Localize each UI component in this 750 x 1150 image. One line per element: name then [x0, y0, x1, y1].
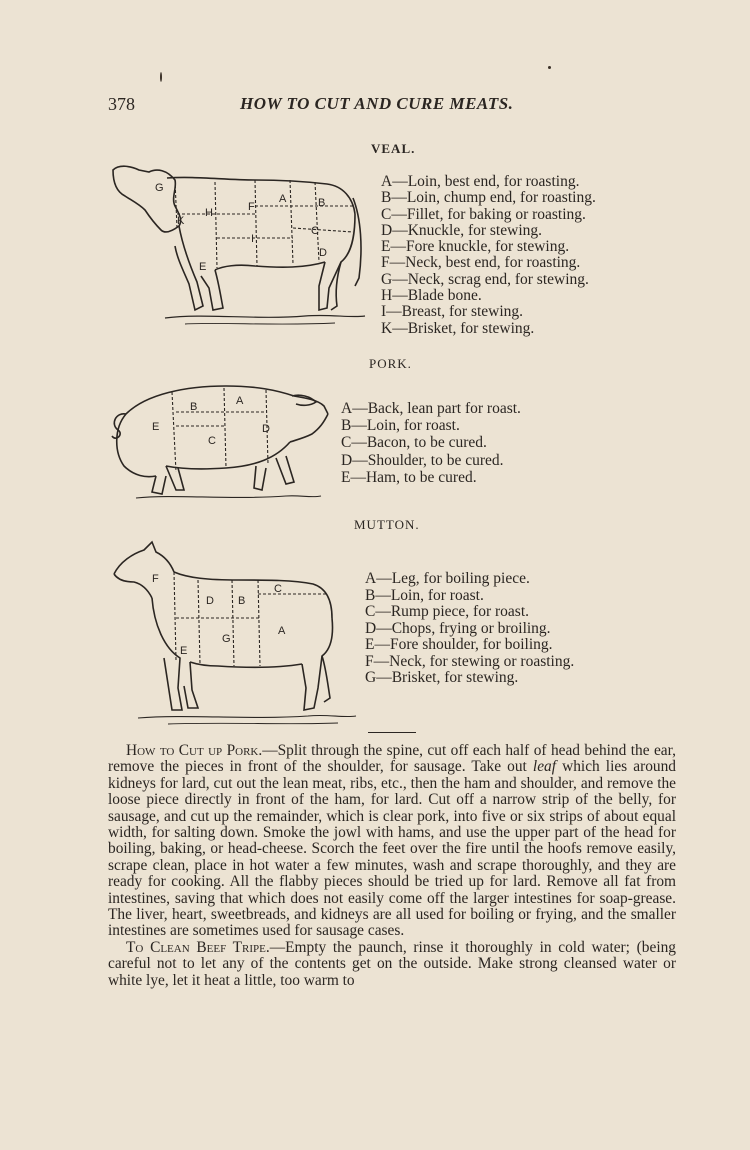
- mutton-cuts-list: [365, 571, 574, 687]
- veal-letter: F: [248, 201, 255, 213]
- ink-mark: [548, 66, 551, 69]
- paragraph-text: —Split through the spine, cut off each half of head behind the ear, remove the pieces in front of the shoulder, for sausage. Take out: [108, 742, 676, 776]
- pork-cut-item: A—Back, lean part for roast.: [341, 400, 521, 417]
- mutton-cut-item: G—Brisket, for stewing.: [365, 669, 519, 686]
- pork-cut-item: E—Ham, to be cured.: [341, 468, 477, 486]
- pork-illustration: [106, 372, 331, 507]
- veal-cut-item: B—Loin, chump end, for roasting.: [381, 189, 596, 207]
- pork-cut-item: B—Loin, for roast.: [341, 417, 460, 435]
- paragraph-clean-beef-tripe: [108, 940, 676, 989]
- pork-letter: E: [152, 421, 160, 433]
- mutton-cut-item: E—Fore shoulder, for boiling.: [365, 636, 553, 653]
- pork-letter: C: [208, 435, 216, 447]
- veal-letter: B: [318, 197, 326, 209]
- pork-diagram: [106, 372, 331, 507]
- mutton-letter: A: [278, 625, 286, 637]
- mutton-letter: D: [206, 595, 214, 607]
- paragraph-cut-up-pork: [108, 743, 676, 940]
- mutton-letter: E: [180, 645, 188, 657]
- pork-letter: D: [262, 423, 270, 435]
- veal-cut-item: D—Knuckle, for stewing.: [381, 221, 542, 239]
- pork-cut-item: D—Shoulder, to be cured.: [341, 451, 504, 469]
- veal-letter: K: [177, 215, 185, 227]
- mutton-letter: F: [152, 573, 159, 585]
- veal-cut-item: F—Neck, best end, for roasting.: [381, 254, 581, 272]
- veal-cut-item: A—Loin, best end, for roasting.: [381, 173, 580, 190]
- veal-cut-item: H—Blade bone.: [381, 287, 482, 305]
- veal-cut-item: I—Breast, for stewing.: [381, 303, 524, 321]
- pork-title: PORK.: [369, 356, 412, 371]
- paragraph-heading: To Clean Beef Tripe.: [126, 938, 270, 956]
- ink-mark: [160, 72, 162, 82]
- mutton-cut-item: F—Neck, for stewing or roasting.: [365, 652, 575, 670]
- mutton-cut-item: C—Rump piece, for roast.: [365, 603, 530, 620]
- paragraph-text: —Empty the paunch, rinse it thoroughly in cold water; (being careful not to let any of the contents get on the outside. Make strong cleansed water or white lye, let it heat a little, too warm to: [108, 938, 676, 989]
- veal-letter: G: [155, 182, 164, 194]
- emphasis-word: leaf: [532, 758, 557, 776]
- veal-letter: A: [279, 193, 287, 205]
- pork-letter: A: [236, 395, 244, 407]
- mutton-letter: G: [222, 633, 231, 645]
- body-text: [108, 743, 676, 989]
- section-divider: [368, 732, 416, 733]
- veal-letter: D: [319, 247, 327, 259]
- mutton-cut-item: A—Leg, for boiling piece.: [365, 570, 530, 587]
- veal-letter: C: [311, 225, 319, 237]
- veal-cuts-list: [381, 174, 596, 337]
- pork-cut-item: C—Bacon, to be cured.: [341, 434, 487, 452]
- mutton-cut-item: B—Loin, for roast.: [365, 586, 484, 604]
- veal-letter: E: [199, 261, 207, 273]
- mutton-illustration: [108, 538, 358, 728]
- veal-letter: H: [205, 207, 213, 219]
- veal-cut-item: C—Fillet, for baking or roasting.: [381, 205, 586, 223]
- veal-diagram: [105, 158, 370, 333]
- page-number: 378: [108, 94, 135, 114]
- pork-cuts-list: [341, 400, 521, 486]
- mutton-letter: B: [238, 595, 246, 607]
- mutton-title: MUTTON.: [354, 517, 420, 532]
- veal-cut-item: K—Brisket, for stewing.: [381, 319, 535, 337]
- mutton-letter: C: [274, 583, 282, 595]
- veal-cut-item: G—Neck, scrag end, for stewing.: [381, 270, 589, 288]
- paragraph-heading: How to Cut up Pork.: [126, 742, 263, 759]
- veal-letter: I: [251, 233, 255, 245]
- mutton-diagram: [108, 538, 358, 728]
- pork-letter: B: [190, 401, 198, 413]
- veal-cut-item: E—Fore knuckle, for stewing.: [381, 238, 570, 256]
- veal-title: VEAL.: [371, 141, 416, 156]
- veal-illustration: [105, 158, 370, 333]
- mutton-cut-item: D—Chops, frying or broiling.: [365, 619, 551, 637]
- running-head: HOW TO CUT AND CURE MEATS.: [240, 94, 514, 113]
- paragraph-text: which lies around kidneys for lard, cut out the lean meat, ribs, etc., then the ham and shoulder, and remove the loose piece directly in front of the ham, for lard. Cut off a narrow strip of the belly, for sausage, and cut up the remainder, which is clear pork, into five or six strips of about equal width, for salting down. Smoke the jowl with hams, and use the upper part of the head for boiling, baking, or head-cheese. Scorch the feet over the fire until the hoofs remove easily, scrape clean, place in hot water a few minutes, wash and scrape thoroughly, and they are ready for cooking. All the flabby pieces should be tried up for lard. Remove all fat from intestines, saving that which does not easily come off the larger intestines for soap-grease. The liver, heart, sweetbreads, and kidneys are all used for boiling or frying, and the smaller intestines are sometimes used for sausage cases.: [108, 758, 676, 940]
